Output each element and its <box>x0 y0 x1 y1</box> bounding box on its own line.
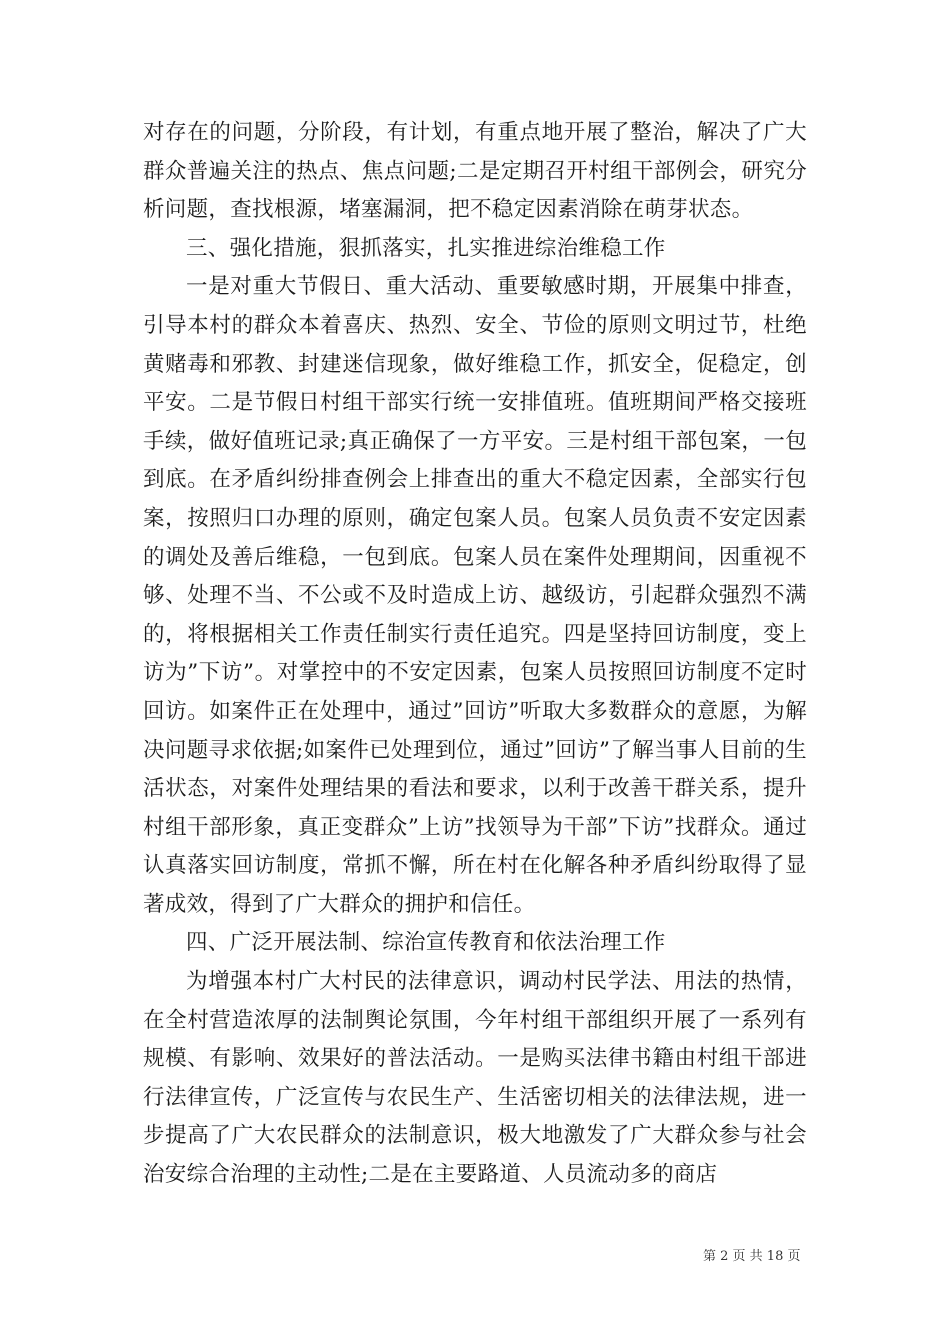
paragraph-continuation: 对存在的问题，分阶段，有计划，有重点地开展了整治，解决了广大群众普遍关注的热点、焦点问题;二是定期召开村组干部例会，研究分析问题，查找根源，堵塞漏洞，把不稳定因素消除在萌芽状态。 <box>143 120 807 223</box>
section-heading-four: 四、广泛开展法制、综治宣传教育和依法治理工作 <box>186 930 666 956</box>
paragraph-section-four: 为增强本村广大村民的法律意识，调动村民学法、用法的热情，在全村营造浓厚的法制舆论氛围，今年村组干部组织开展了一系列有规模、有影响、效果好的普法活动。一是购买法律书籍由村组干部进行法律宣传，广泛宣传与农民生产、生活密切相关的法律法规，进一步提高了广大农民群众的法制意识，极大地激发了广大群众参与社会治安综合治理的主动性;二是在主要路道、人员流动多的商店 <box>143 969 807 1188</box>
section-heading-three: 三、强化措施，狠抓落实，扎实推进综治维稳工作 <box>186 235 666 261</box>
document-body <box>143 114 807 1195</box>
page-number-footer: 第 2 页 共 18 页 <box>703 1249 801 1264</box>
paragraph-section-three: 一是对重大节假日、重大活动、重要敏感时期，开展集中排查，引导本村的群众本着喜庆、热烈、安全、节俭的原则文明过节，杜绝黄赌毒和邪教、封建迷信现象，做好维稳工作，抓安全，促稳定，创平安。二是节假日村组干部实行统一安排值班。值班期间严格交接班手续，做好值班记录;真正确保了一方平安。三是村组干部包案，一包到底。在矛盾纠纷排查例会上排查出的重大不稳定因素，全部实行包案，按照归口办理的原则，确定包案人员。包案人员负责不安定因素的调处及善后维稳，一包到底。包案人员在案件处理期间，因重视不够、处理不当、不公或不及时造成上访、越级访，引起群众强烈不满的，将根据相关工作责任制实行责任追究。四是坚持回访制度，变上访为”下访”。对掌控中的不安定因素，包案人员按照回访制度不定时回访。如案件正在处理中，通过”回访”听取大多数群众的意愿，为解决问题寻求依据;如案件已处理到位，通过”回访”了解当事人目前的生活状态，对案件处理结果的看法和要求，以利于改善干群关系，提升村组干部形象，真正变群众”上访”找领导为干部”下访”找群众。通过认真落实回访制度，常抓不懈，所在村在化解各种矛盾纠纷取得了显著成效，得到了广大群众的拥护和信任。 <box>143 274 807 917</box>
